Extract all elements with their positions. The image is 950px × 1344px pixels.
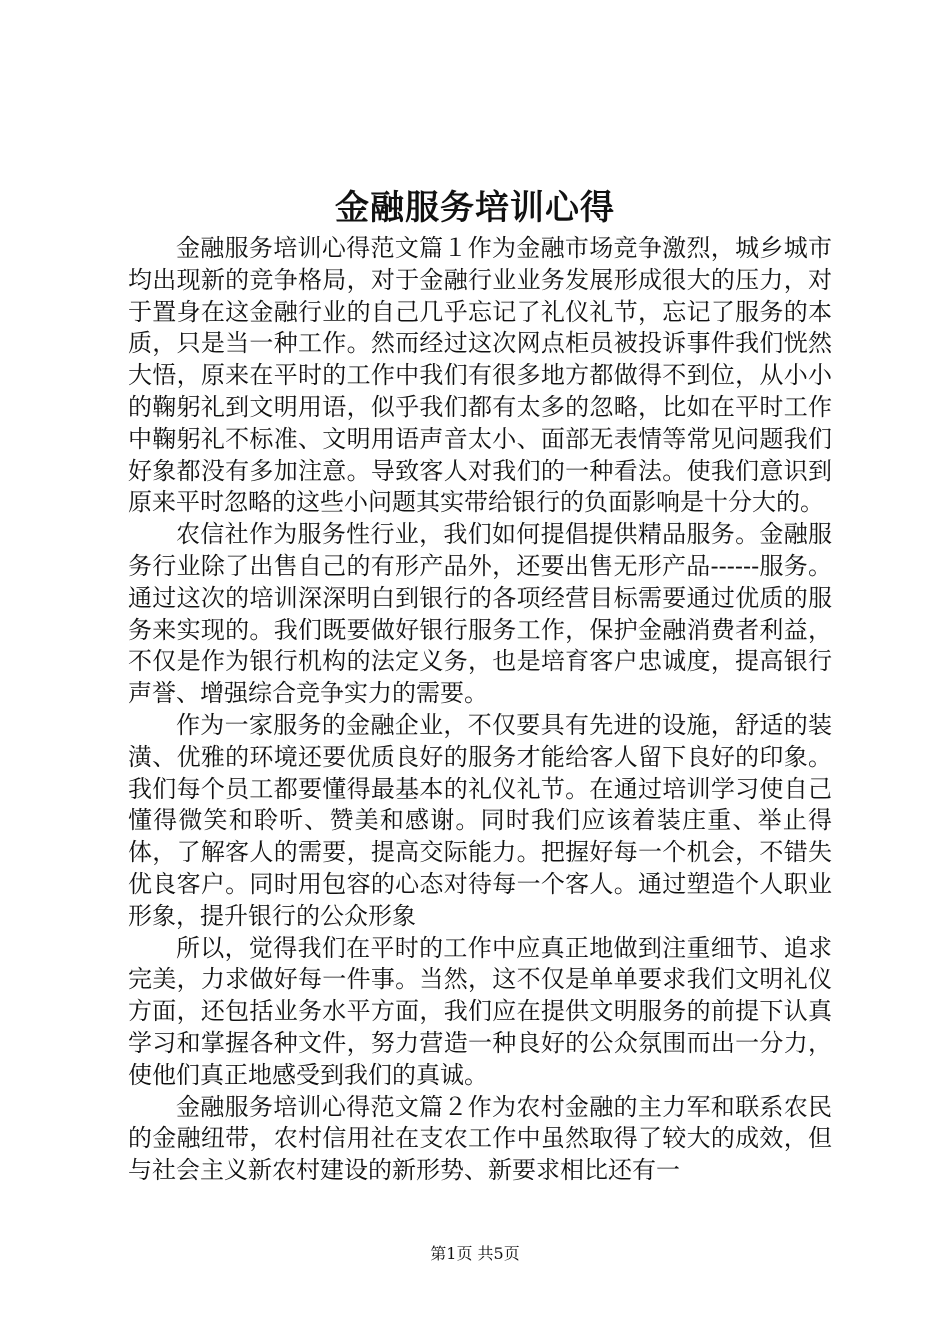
paragraph: 农信社作为服务性行业，我们如何提倡提供精品服务。金融服务行业除了出售自己的有形产品外，还要出售无形产品------服务。通过这次的培训深深明白到银行的各项经营目标需要通过优质的服务来实现的。我们既要做好银行服务工作，保护金融消费者利益，不仅是作为银行机构的法定义务，也是培育客户忠诚度，提高银行声誉、增强综合竞争实力的需要。 [128,520,832,708]
paragraph: 作为一家服务的金融企业，不仅要具有先进的设施，舒适的装潢、优雅的环境还要优质良好的服务才能给客人留下良好的印象。我们每个员工都要懂得最基本的礼仪礼节。在通过培训学习使自己懂得微笑和聆听、赞美和感谢。同时我们应该着装庄重、举止得体，了解客人的需要，提高交际能力。把握好每一个机会，不错失优良客户。同时用包容的心态对待每一个客人。通过塑造个人职业形象，提升银行的公众形象 [128,710,832,930]
paragraph: 所以，觉得我们在平时的工作中应真正地做到注重细节、追求完美，力求做好每一件事。当然，这不仅是单单要求我们文明礼仪方面，还包括业务水平方面，我们应在提供文明服务的前提下认真学习和掌握各种文件，努力营造一种良好的公众氛围而出一分力，使他们真正地感受到我们的真诚。 [128,933,832,1089]
page-title: 金融服务培训心得 [335,188,615,228]
paragraph: 金融服务培训心得范文篇１作为金融市场竞争激烈，城乡城市均出现新的竞争格局，对于金融行业业务发展形成很大的压力，对于置身在这金融行业的自己几乎忘记了礼仪礼节，忘记了服务的本质，只是当一种工作。然而经过这次网点柜员被投诉事件我们恍然大悟，原来在平时的工作中我们有很多地方都做得不到位，从小小的鞠躬礼到文明用语，似乎我们都有太多的忽略，比如在平时工作中鞠躬礼不标准、文明用语声音太小、面部无表情等常见问题我们好象都没有多加注意。导致客人对我们的一种看法。使我们意识到原来平时忽略的这些小问题其实带给银行的负面影响是十分大的。 [128,234,832,517]
paragraph: 金融服务培训心得范文篇２作为农村金融的主力军和联系农民的金融纽带，农村信用社在支农工作中虽然取得了较大的成效，但与社会主义新农村建设的新形势、新要求相比还有一 [128,1092,832,1185]
page-footer: 第1页 共5页 [430,1244,520,1263]
document-body [128,233,832,1187]
